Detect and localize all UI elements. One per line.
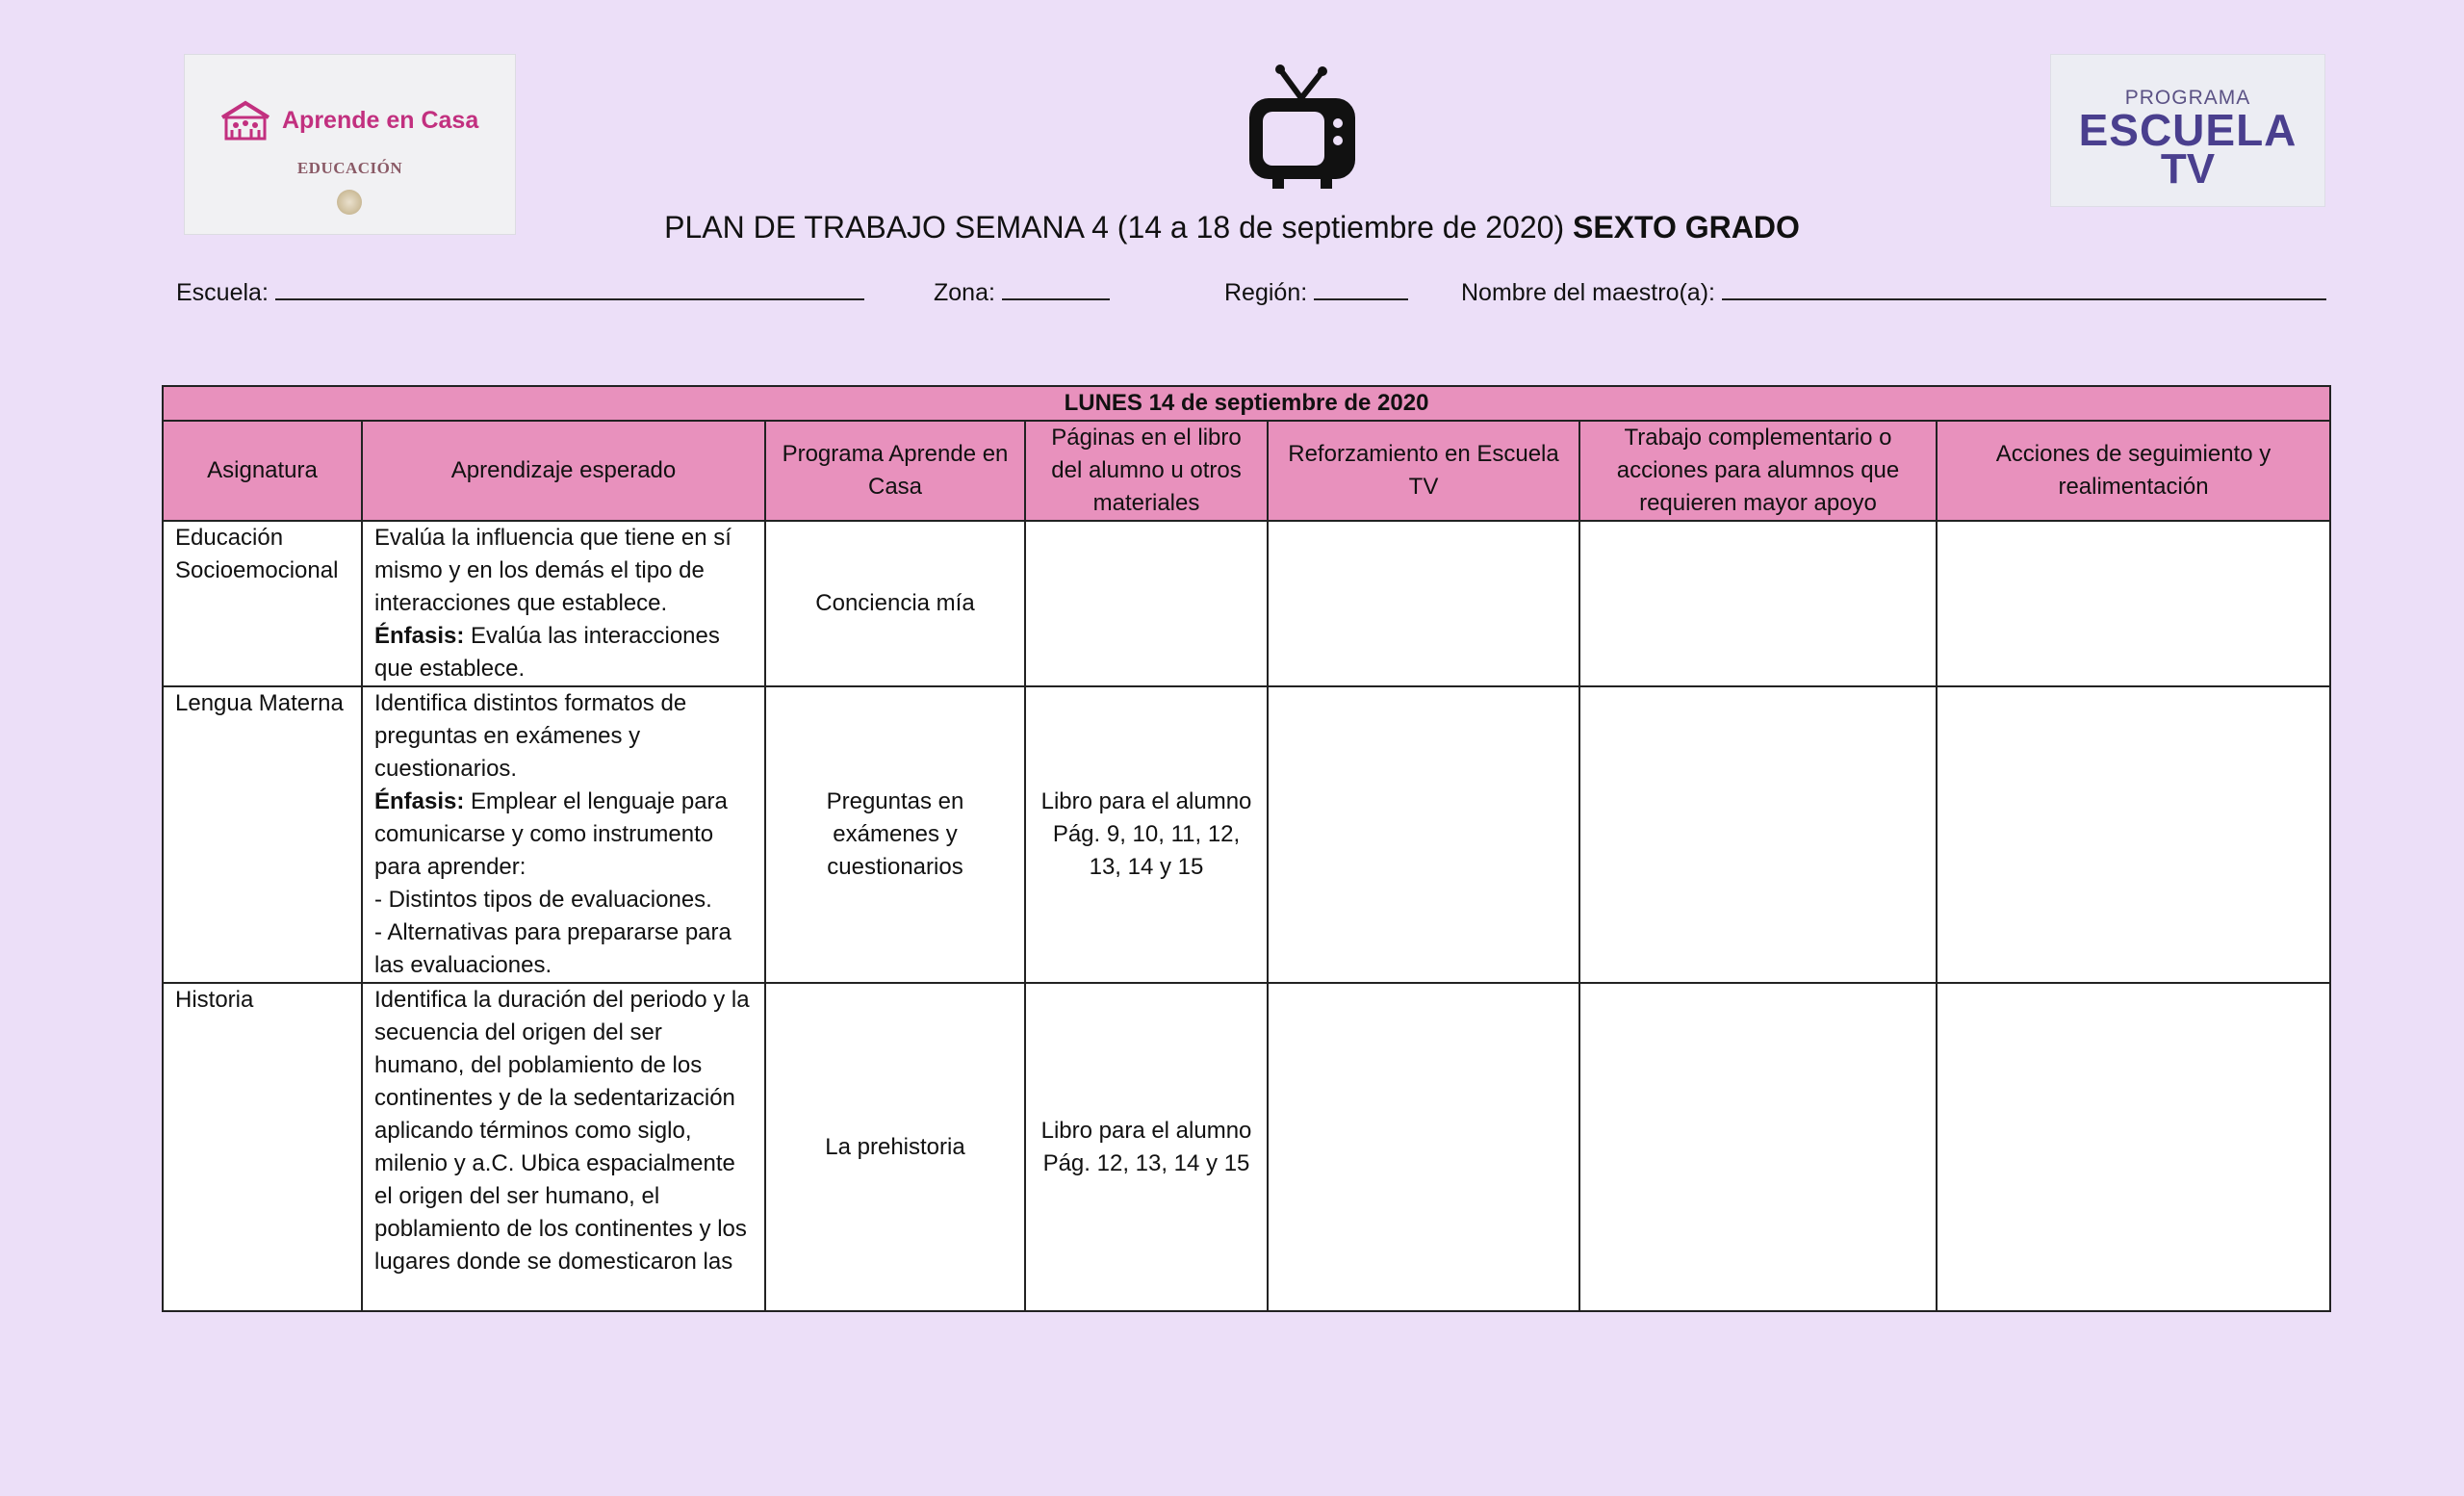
column-header: Aprendizaje esperado <box>362 421 765 521</box>
learning-text: Identifica distintos formatos de preguntas en exámenes y cuestionarios. <box>374 690 687 782</box>
column-header: Páginas en el libro del alumno u otros materiales <box>1025 421 1268 521</box>
learning-cell: Identifica la duración del periodo y la secuencia del origen del ser humano, del poblamiento de los continentes y de la sedentarización aplicando términos como siglo, milenio y a.C. Ubica espacialmente el origen del ser humano, el poblamiento de los continentes y los lugares donde se domesticaron las <box>362 983 765 1311</box>
emphasis-item: - Distintos tipos de evaluaciones. <box>374 887 712 913</box>
logo-programa-text: PROGRAMA <box>2124 87 2251 109</box>
pages-text: Pág. 12, 13, 14 y 15 <box>1042 1149 1250 1176</box>
subject-cell: Educación Socioemocional <box>163 521 362 686</box>
maestro-label: Nombre del maestro(a): <box>1461 279 1715 306</box>
day-header: LUNES 14 de septiembre de 2020 <box>163 386 2330 421</box>
zona-line[interactable] <box>1002 275 1110 300</box>
day-header-row <box>163 386 2330 421</box>
house-icon <box>218 100 272 141</box>
reinforcement-cell[interactable] <box>1268 686 1579 983</box>
program-cell: La prehistoria <box>765 983 1025 1311</box>
table-row <box>163 983 2330 1311</box>
complementary-cell[interactable] <box>1579 983 1937 1311</box>
logo-tv-text: TV <box>2160 145 2216 193</box>
table-row <box>163 521 2330 686</box>
emphasis-label: Énfasis: <box>374 623 465 649</box>
emphasis-label: Énfasis: <box>374 788 465 814</box>
title-main: PLAN DE TRABAJO SEMANA 4 (14 a 18 de septiembre de 2020) <box>664 210 1565 245</box>
followup-cell[interactable] <box>1937 521 2330 686</box>
work-plan-table <box>162 385 2331 1312</box>
column-header-row <box>163 421 2330 521</box>
pages-title: Libro para el alumno <box>1040 788 1252 814</box>
region-field <box>1224 275 1408 307</box>
learning-cell <box>362 686 765 983</box>
television-icon <box>1245 64 1359 194</box>
complementary-cell[interactable] <box>1579 686 1937 983</box>
emphasis-text: Evalúa las interacciones que establece. <box>374 623 720 682</box>
pages-title: Libro para el alumno <box>1040 1117 1252 1144</box>
column-header: Programa Aprende en Casa <box>765 421 1025 521</box>
escuela-field <box>176 275 864 307</box>
column-header: Acciones de seguimiento y realimentación <box>1937 421 2330 521</box>
region-label: Región: <box>1224 279 1308 306</box>
learning-text: Evalúa la influencia que tiene en sí mismo y en los demás el tipo de interacciones que establece. <box>374 525 732 616</box>
page-title <box>0 210 2464 245</box>
column-header: Reforzamiento en Escuela TV <box>1268 421 1579 521</box>
emphasis-item: - Alternativas para prepararse para las evaluaciones. <box>374 919 732 978</box>
followup-cell[interactable] <box>1937 983 2330 1311</box>
emphasis-text: Emplear el lenguaje para comunicarse y como instrumento para aprender: <box>374 788 728 880</box>
reinforcement-cell[interactable] <box>1268 983 1579 1311</box>
complementary-cell[interactable] <box>1579 521 1937 686</box>
subject-cell: Historia <box>163 983 362 1311</box>
zona-field <box>934 275 1110 307</box>
pages-cell <box>1025 521 1268 686</box>
pages-text: Pág. 9, 10, 11, 12, 13, 14 y 15 <box>1052 821 1241 880</box>
program-cell: Preguntas en exámenes y cuestionarios <box>765 686 1025 983</box>
logo-education-text: EDUCACIÓN <box>296 159 403 177</box>
pages-cell <box>1025 686 1268 983</box>
maestro-line[interactable] <box>1722 275 2326 300</box>
title-grade: SEXTO GRADO <box>1572 210 1800 245</box>
column-header: Asignatura <box>163 421 362 521</box>
table-row <box>163 686 2330 983</box>
logo-escuela-text: ESCUELA <box>2078 105 2297 155</box>
program-cell: Conciencia mía <box>765 521 1025 686</box>
learning-cell <box>362 521 765 686</box>
pages-cell <box>1025 983 1268 1311</box>
column-header: Trabajo complementario o acciones para alumnos que requieren mayor apoyo <box>1579 421 1937 521</box>
logo-brand-row <box>218 100 478 141</box>
subject-cell: Lengua Materna <box>163 686 362 983</box>
followup-cell[interactable] <box>1937 686 2330 983</box>
escuela-line[interactable] <box>275 275 864 300</box>
escuela-tv-logo <box>2050 54 2325 207</box>
aprende-en-casa-logo <box>184 54 516 235</box>
maestro-field <box>1461 275 2326 307</box>
region-line[interactable] <box>1314 275 1408 300</box>
zona-label: Zona: <box>934 279 995 306</box>
escuela-label: Escuela: <box>176 279 269 306</box>
reinforcement-cell[interactable] <box>1268 521 1579 686</box>
logo-brand-text: Aprende en Casa <box>282 106 479 134</box>
